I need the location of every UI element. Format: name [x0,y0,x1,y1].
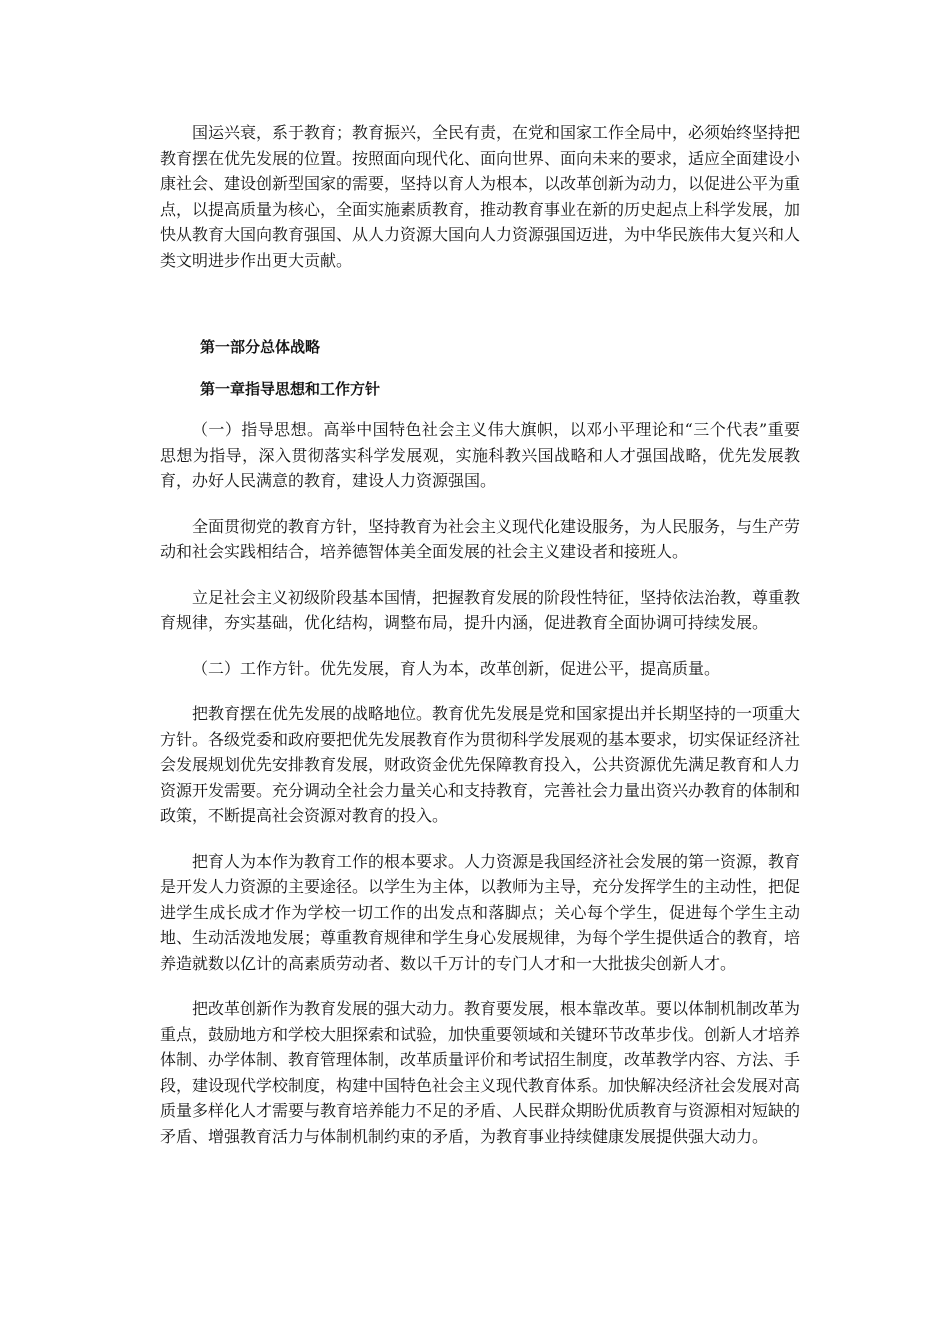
paragraph-national-conditions: 立足社会主义初级阶段基本国情，把握教育发展的阶段性特征，坚持依法治教，尊重教育规律，夯实基础，优化结构，调整布局，提升内涵，促进教育全面协调可持续发展。 [160,587,801,632]
paragraph-reform-innovation: 把改革创新作为教育发展的强大动力。教育要发展，根本靠改革。要以体制机制改革为重点，鼓励地方和学校大胆探索和试验，加快重要领域和关键环节改革步伐。创新人才培养体制、办学体制、教育管理体制，改革质量评价和考试招生制度，改革教学内容、方法、手段，建设现代学校制度，构建中国特色社会主义现代教育体系。加快解决经济社会发展对高质量多样化人才需要与教育培养能力不足的矛盾、人民群众期盼优质教育与资源相对短缺的矛盾、增强教育活力与体制机制约束的矛盾，为教育事业持续健康发展提供强大动力。 [160,999,801,1146]
paragraph-work-principles: （二）工作方针。优先发展，育人为本，改革创新，促进公平，提高质量。 [192,658,721,678]
paragraph-education-policy: 全面贯彻党的教育方针，坚持教育为社会主义现代化建设服务，为人民服务，与生产劳动和社会实践相结合，培养德智体美全面发展的社会主义建设者和接班人。 [160,516,801,561]
chapter-heading: 第一章指导思想和工作方针 [200,380,381,398]
part-heading: 第一部分总体战略 [200,338,321,356]
document-body [160,120,800,1169]
paragraph-guiding-thought: （一）指导思想。高举中国特色社会主义伟大旗帜，以邓小平理论和“三个代表”重要思想为指导，深入贯彻落实科学发展观，实施科教兴国战略和人才强国战略，优先发展教育，办好人民满意的教育，建设人力资源强国。 [160,420,800,490]
paragraph-priority-development: 把教育摆在优先发展的战略地位。教育优先发展是党和国家提出并长期坚持的一项重大方针。各级党委和政府要把优先发展教育作为贯彻科学发展观的基本要求，切实保证经济社会发展规划优先安排教育发展，财政资金优先保障教育投入，公共资源优先满足教育和人力资源开发需要。充分调动全社会力量关心和支持教育，完善社会力量出资兴办教育的体制和政策，不断提高社会资源对教育的投入。 [160,704,801,825]
intro-paragraph: 国运兴衰，系于教育；教育振兴，全民有责，在党和国家工作全局中，必须始终坚持把教育摆在优先发展的位置。按照面向现代化、面向世界、面向未来的要求，适应全面建设小康社会、建设创新型国家的需要，坚持以育人为根本，以改革创新为动力，以促进公平为重点，以提高质量为核心，全面实施素质教育，推动教育事业在新的历史起点上科学发展，加快从教育大国向教育强国、从人力资源大国向人力资源强国迈进，为中华民族伟大复兴和人类文明进步作出更大贡献。 [160,123,801,270]
paragraph-people-oriented: 把育人为本作为教育工作的根本要求。人力资源是我国经济社会发展的第一资源，教育是开发人力资源的主要途径。以学生为主体，以教师为主导，充分发挥学生的主动性，把促进学生成长成才作为学校一切工作的出发点和落脚点；关心每个学生，促进每个学生主动地、生动活泼地发展；尊重教育规律和学生身心发展规律，为每个学生提供适合的教育，培养造就数以亿计的高素质劳动者、数以千万计的专门人才和一大批拔尖创新人才。 [160,851,801,973]
